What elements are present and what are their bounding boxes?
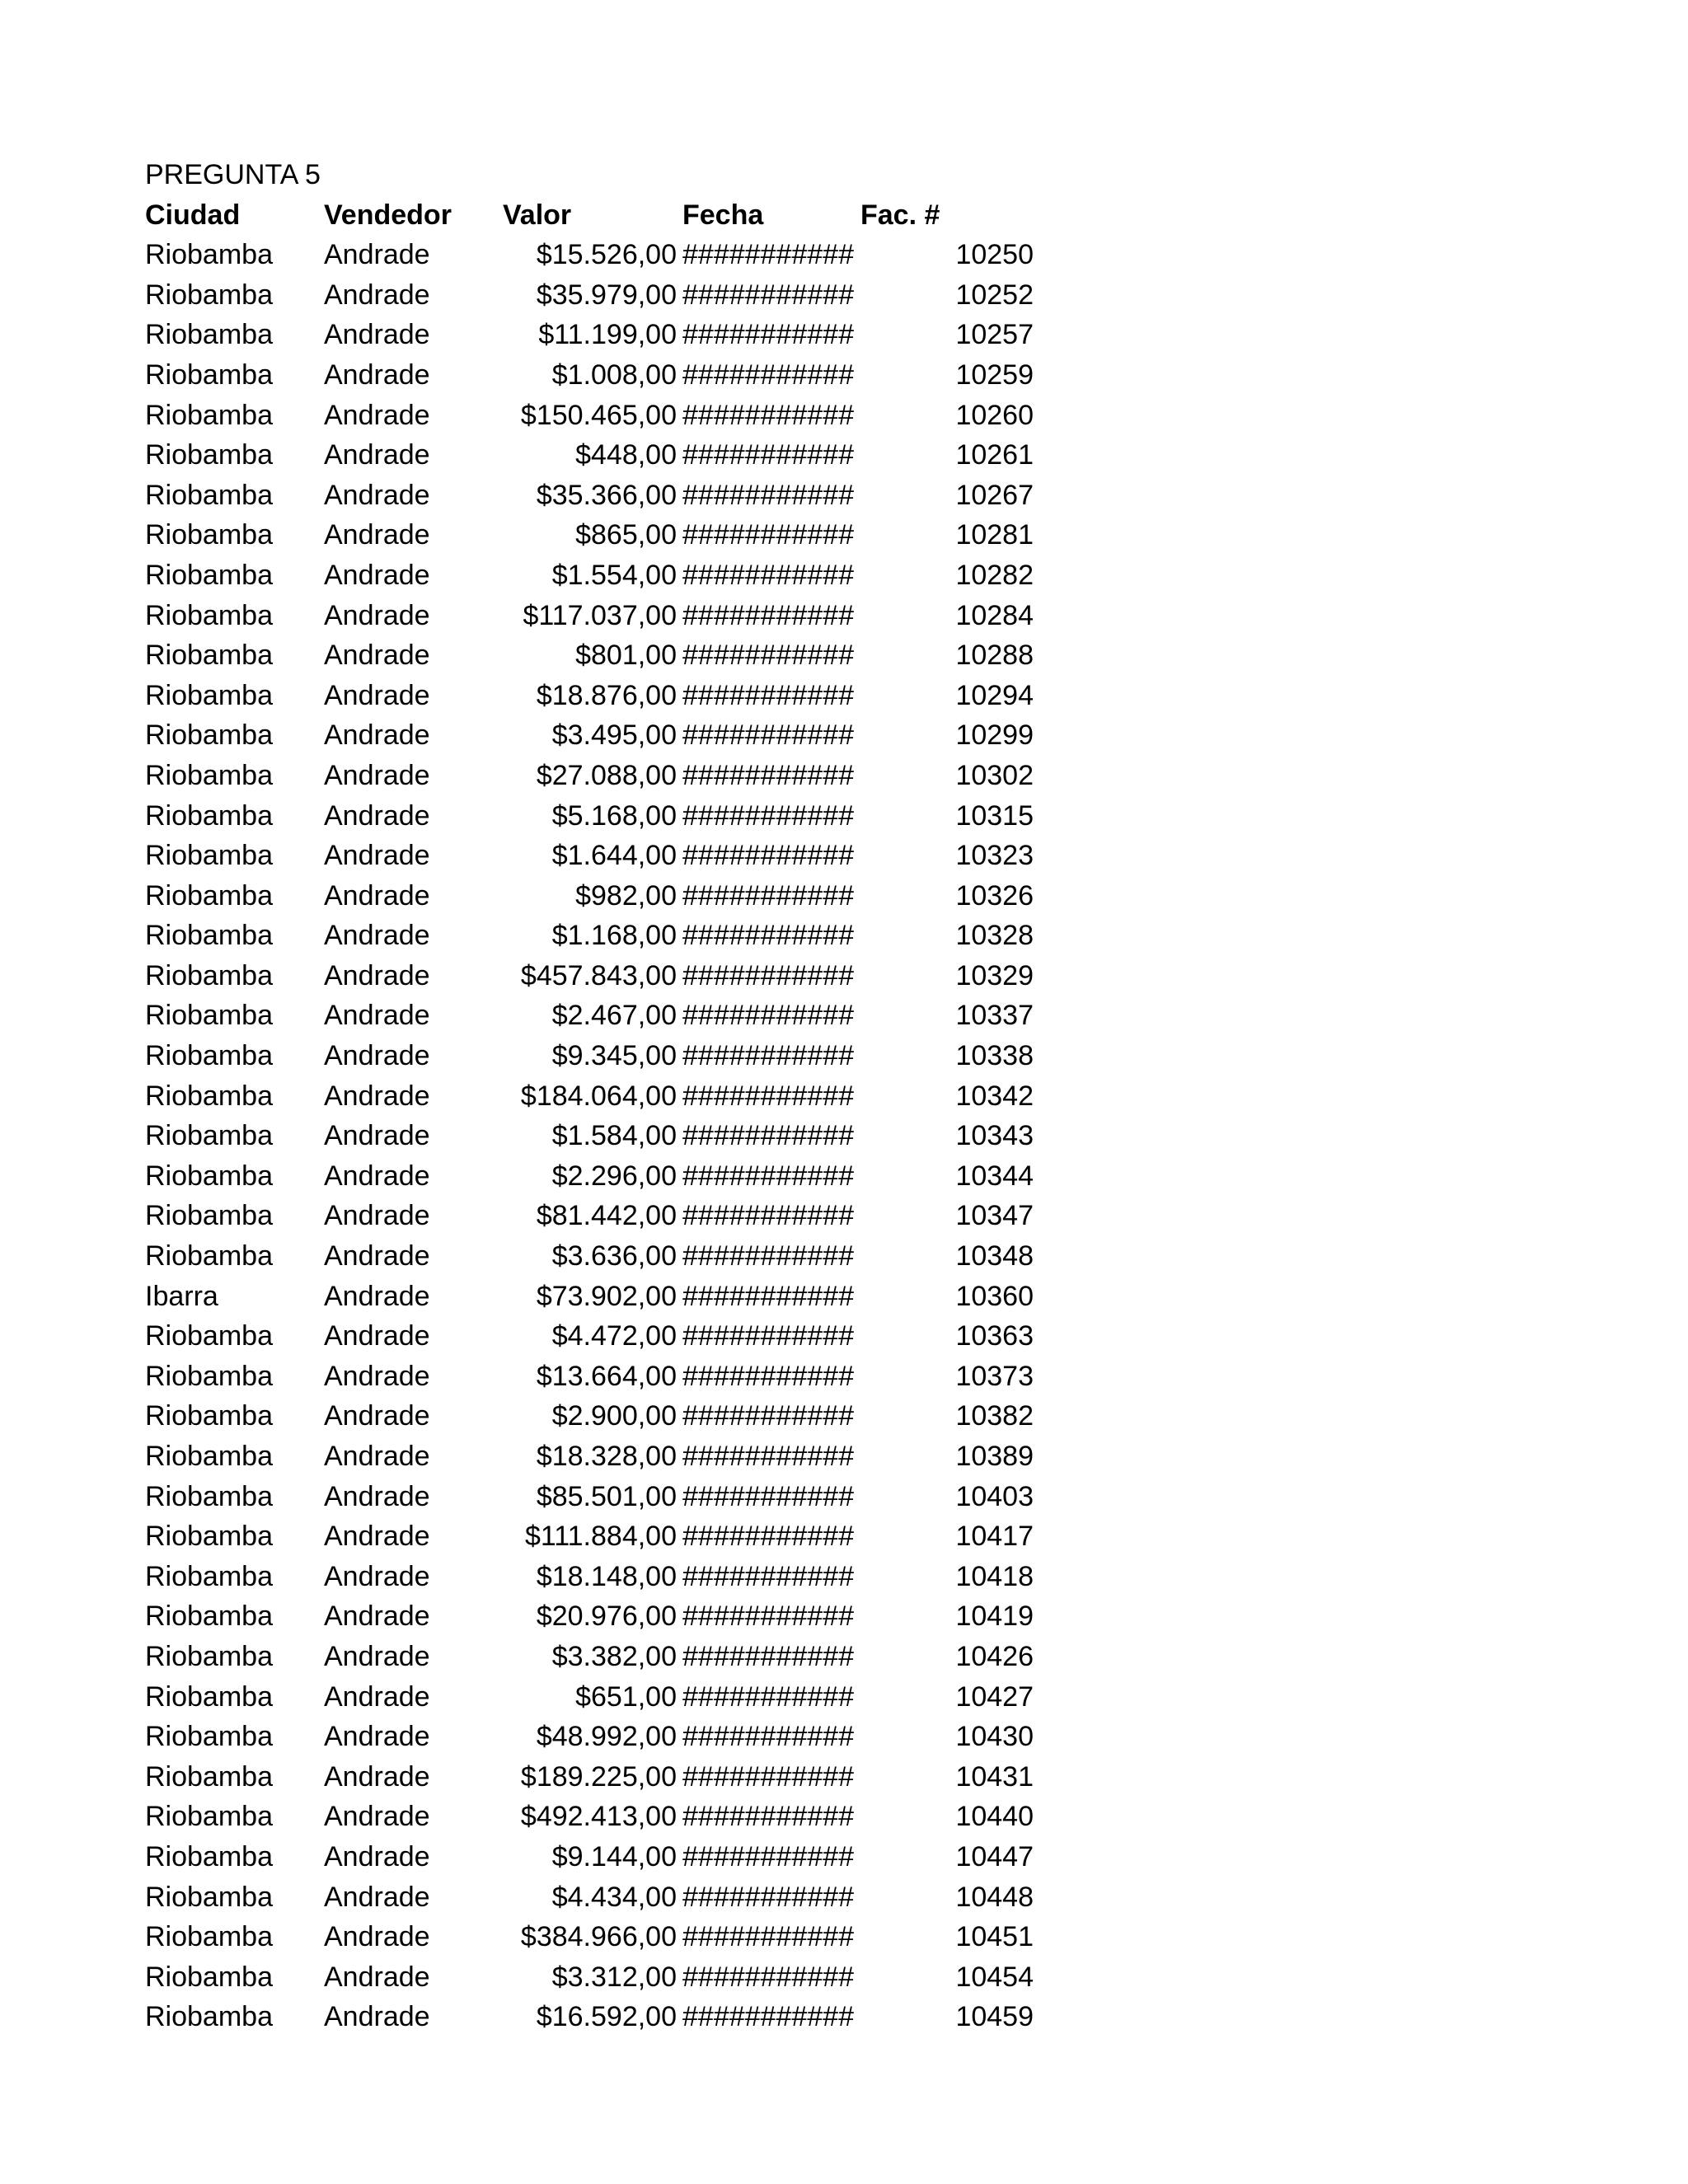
table-row [145, 1917, 1052, 1957]
cell-ciudad: Riobamba [145, 1480, 273, 1512]
cell-fecha: ########### [682, 1921, 855, 1953]
cell-fac: 10418 [955, 1560, 1034, 1592]
spreadsheet-page [145, 155, 1052, 2037]
cell-valor: $111.884,00 [524, 1521, 677, 1553]
cell-ciudad: Riobamba [145, 719, 273, 752]
cell-valor: $1.168,00 [551, 920, 677, 952]
cell-vendedor: Andrade [324, 1480, 430, 1512]
cell-valor: $801,00 [575, 640, 677, 672]
cell-valor: $651,00 [575, 1680, 677, 1713]
title-row [145, 155, 1052, 195]
cell-ciudad: Riobamba [145, 799, 273, 832]
cell-valor: $85.501,00 [536, 1480, 677, 1512]
cell-valor: $2.900,00 [551, 1400, 677, 1432]
cell-ciudad: Riobamba [145, 1881, 273, 1913]
cell-valor: $27.088,00 [536, 759, 677, 791]
cell-vendedor: Andrade [324, 959, 430, 991]
cell-fac: 10459 [955, 2001, 1034, 2033]
table-row [145, 1036, 1052, 1076]
cell-ciudad: Riobamba [145, 279, 273, 311]
cell-fac: 10451 [955, 1921, 1034, 1953]
cell-fecha: ########### [682, 1640, 855, 1672]
table-row [145, 876, 1052, 916]
cell-valor: $448,00 [575, 439, 677, 471]
cell-fac: 10382 [955, 1400, 1034, 1432]
cell-fac: 10329 [955, 959, 1034, 991]
header-fac: Fac. # [860, 199, 940, 231]
cell-fecha: ########### [682, 239, 855, 271]
cell-vendedor: Andrade [324, 1400, 430, 1432]
cell-ciudad: Riobamba [145, 399, 273, 431]
cell-ciudad: Riobamba [145, 759, 273, 791]
table-row [145, 956, 1052, 996]
cell-fecha: ########### [682, 279, 855, 311]
cell-ciudad: Riobamba [145, 1400, 273, 1432]
cell-fecha: ########### [682, 1120, 855, 1152]
cell-vendedor: Andrade [324, 1040, 430, 1072]
cell-fac: 10328 [955, 920, 1034, 952]
cell-vendedor: Andrade [324, 1961, 430, 1993]
cell-ciudad: Riobamba [145, 439, 273, 471]
cell-ciudad: Riobamba [145, 920, 273, 952]
cell-ciudad: Riobamba [145, 1360, 273, 1392]
cell-valor: $9.345,00 [551, 1040, 677, 1072]
table-row [145, 836, 1052, 876]
table-row [145, 1076, 1052, 1117]
cell-fac: 10250 [955, 239, 1034, 271]
page-title: PREGUNTA 5 [145, 159, 321, 190]
cell-vendedor: Andrade [324, 479, 430, 511]
cell-ciudad: Riobamba [145, 959, 273, 991]
cell-fecha: ########### [682, 1160, 855, 1192]
cell-fecha: ########### [682, 1080, 855, 1112]
table-row [145, 235, 1052, 275]
cell-valor: $4.472,00 [551, 1320, 677, 1352]
cell-valor: $150.465,00 [520, 399, 677, 431]
table-row [145, 1677, 1052, 1718]
table-row [145, 1357, 1052, 1397]
cell-valor: $457.843,00 [520, 959, 677, 991]
cell-valor: $11.199,00 [538, 319, 677, 351]
cell-fac: 10284 [955, 599, 1034, 631]
cell-valor: $18.328,00 [536, 1441, 677, 1472]
cell-ciudad: Riobamba [145, 2001, 273, 2033]
cell-fecha: ########### [682, 1961, 855, 1993]
cell-valor: $3.495,00 [551, 719, 677, 752]
cell-fecha: ########### [682, 1400, 855, 1432]
cell-fac: 10282 [955, 559, 1034, 591]
table-row [145, 1436, 1052, 1477]
cell-fecha: ########### [682, 959, 855, 991]
cell-fac: 10448 [955, 1881, 1034, 1913]
cell-valor: $9.144,00 [551, 1840, 677, 1872]
cell-ciudad: Riobamba [145, 1801, 273, 1833]
cell-vendedor: Andrade [324, 679, 430, 711]
cell-vendedor: Andrade [324, 1280, 430, 1312]
cell-fecha: ########### [682, 719, 855, 752]
cell-valor: $81.442,00 [536, 1200, 677, 1232]
cell-fac: 10337 [955, 1000, 1034, 1032]
cell-vendedor: Andrade [324, 1160, 430, 1192]
cell-ciudad: Riobamba [145, 1640, 273, 1672]
cell-ciudad: Riobamba [145, 1200, 273, 1232]
cell-valor: $35.366,00 [536, 479, 677, 511]
cell-ciudad: Riobamba [145, 1000, 273, 1032]
table-row [145, 515, 1052, 555]
cell-vendedor: Andrade [324, 1360, 430, 1392]
cell-fac: 10260 [955, 399, 1034, 431]
cell-valor: $117.037,00 [523, 599, 677, 631]
cell-valor: $73.902,00 [536, 1280, 677, 1312]
cell-vendedor: Andrade [324, 559, 430, 591]
cell-ciudad: Riobamba [145, 479, 273, 511]
cell-valor: $184.064,00 [520, 1080, 677, 1112]
table-row [145, 1477, 1052, 1517]
table-row [145, 435, 1052, 476]
cell-ciudad: Riobamba [145, 1120, 273, 1152]
cell-fac: 10288 [955, 640, 1034, 672]
table-row [145, 555, 1052, 596]
cell-vendedor: Andrade [324, 1080, 430, 1112]
cell-fecha: ########### [682, 1320, 855, 1352]
cell-ciudad: Riobamba [145, 1840, 273, 1872]
cell-valor: $1.644,00 [551, 840, 677, 872]
table-row [145, 796, 1052, 837]
cell-fac: 10342 [955, 1080, 1034, 1112]
cell-valor: $3.382,00 [551, 1640, 677, 1672]
cell-ciudad: Riobamba [145, 1921, 273, 1953]
cell-fac: 10426 [955, 1640, 1034, 1672]
cell-fac: 10281 [955, 519, 1034, 551]
cell-ciudad: Riobamba [145, 1441, 273, 1472]
cell-valor: $15.526,00 [536, 239, 677, 271]
cell-vendedor: Andrade [324, 439, 430, 471]
table-row [145, 715, 1052, 756]
cell-valor: $20.976,00 [536, 1601, 677, 1633]
cell-vendedor: Andrade [324, 1521, 430, 1553]
cell-fac: 10252 [955, 279, 1034, 311]
cell-fac: 10440 [955, 1801, 1034, 1833]
cell-vendedor: Andrade [324, 799, 430, 832]
header-row [145, 195, 1052, 236]
cell-fac: 10267 [955, 479, 1034, 511]
table-row [145, 756, 1052, 796]
cell-ciudad: Riobamba [145, 1240, 273, 1272]
cell-valor: $13.664,00 [536, 1360, 677, 1392]
cell-ciudad: Riobamba [145, 1521, 273, 1553]
cell-ciudad: Riobamba [145, 1601, 273, 1633]
cell-fecha: ########### [682, 439, 855, 471]
table-row [145, 996, 1052, 1036]
table-row [145, 396, 1052, 436]
cell-fecha: ########### [682, 1040, 855, 1072]
cell-fac: 10302 [955, 759, 1034, 791]
cell-fac: 10294 [955, 679, 1034, 711]
cell-fac: 10431 [955, 1760, 1034, 1793]
cell-ciudad: Riobamba [145, 640, 273, 672]
table-row [145, 1877, 1052, 1918]
cell-ciudad: Riobamba [145, 599, 273, 631]
cell-vendedor: Andrade [324, 1840, 430, 1872]
cell-ciudad: Riobamba [145, 1160, 273, 1192]
cell-ciudad: Riobamba [145, 879, 273, 912]
cell-valor: $865,00 [575, 519, 677, 551]
table-row [145, 1837, 1052, 1877]
cell-valor: $384.966,00 [520, 1921, 677, 1953]
cell-ciudad: Riobamba [145, 1961, 273, 1993]
table-row [145, 275, 1052, 316]
cell-ciudad: Riobamba [145, 1760, 273, 1793]
table-row [145, 1396, 1052, 1436]
cell-vendedor: Andrade [324, 279, 430, 311]
cell-fecha: ########### [682, 1480, 855, 1512]
cell-fecha: ########### [682, 1560, 855, 1592]
cell-vendedor: Andrade [324, 519, 430, 551]
cell-ciudad: Riobamba [145, 1040, 273, 1072]
table-row [145, 1797, 1052, 1837]
header-fecha: Fecha [682, 199, 764, 231]
cell-ciudad: Riobamba [145, 679, 273, 711]
table-body [145, 235, 1052, 2037]
cell-fac: 10430 [955, 1721, 1034, 1753]
cell-fac: 10447 [955, 1840, 1034, 1872]
cell-fecha: ########### [682, 559, 855, 591]
cell-valor: $5.168,00 [551, 799, 677, 832]
cell-fecha: ########### [682, 1721, 855, 1753]
cell-fecha: ########### [682, 319, 855, 351]
cell-vendedor: Andrade [324, 359, 430, 391]
cell-valor: $1.584,00 [551, 1120, 677, 1152]
cell-fecha: ########### [682, 920, 855, 952]
table-row [145, 596, 1052, 636]
table-row [145, 1717, 1052, 1757]
cell-fecha: ########### [682, 1881, 855, 1913]
cell-vendedor: Andrade [324, 1601, 430, 1633]
table-row [145, 1596, 1052, 1637]
table-row [145, 635, 1052, 676]
cell-fecha: ########### [682, 840, 855, 872]
cell-vendedor: Andrade [324, 1441, 430, 1472]
cell-fac: 10389 [955, 1441, 1034, 1472]
cell-ciudad: Riobamba [145, 239, 273, 271]
cell-ciudad: Riobamba [145, 1721, 273, 1753]
table-row [145, 1757, 1052, 1797]
cell-vendedor: Andrade [324, 719, 430, 752]
table-row [145, 1516, 1052, 1557]
cell-valor: $189.225,00 [520, 1760, 677, 1793]
cell-fac: 10427 [955, 1680, 1034, 1713]
cell-fecha: ########### [682, 1200, 855, 1232]
cell-valor: $35.979,00 [536, 279, 677, 311]
cell-vendedor: Andrade [324, 1560, 430, 1592]
cell-valor: $982,00 [575, 879, 677, 912]
cell-fac: 10417 [955, 1521, 1034, 1553]
table-row [145, 1637, 1052, 1677]
cell-fecha: ########### [682, 1441, 855, 1472]
table-row [145, 1557, 1052, 1597]
cell-vendedor: Andrade [324, 920, 430, 952]
cell-ciudad: Riobamba [145, 559, 273, 591]
cell-valor: $2.296,00 [551, 1160, 677, 1192]
cell-fac: 10338 [955, 1040, 1034, 1072]
cell-ciudad: Riobamba [145, 1560, 273, 1592]
cell-fecha: ########### [682, 759, 855, 791]
cell-fac: 10347 [955, 1200, 1034, 1232]
cell-fac: 10363 [955, 1320, 1034, 1352]
cell-valor: $18.148,00 [536, 1560, 677, 1592]
cell-fecha: ########### [682, 1240, 855, 1272]
cell-fecha: ########### [682, 2001, 855, 2033]
cell-fecha: ########### [682, 1521, 855, 1553]
cell-fac: 10261 [955, 439, 1034, 471]
cell-valor: $1.008,00 [551, 359, 677, 391]
table-row [145, 1957, 1052, 1998]
table-row [145, 355, 1052, 396]
cell-ciudad: Riobamba [145, 1320, 273, 1352]
cell-vendedor: Andrade [324, 2001, 430, 2033]
cell-fecha: ########### [682, 640, 855, 672]
cell-vendedor: Andrade [324, 759, 430, 791]
header-vendedor: Vendedor [324, 199, 452, 231]
cell-valor: $48.992,00 [536, 1721, 677, 1753]
header-ciudad: Ciudad [145, 199, 241, 231]
cell-fecha: ########### [682, 799, 855, 832]
cell-ciudad: Riobamba [145, 1080, 273, 1112]
cell-valor: $4.434,00 [551, 1881, 677, 1913]
cell-ciudad: Riobamba [145, 840, 273, 872]
cell-valor: $2.467,00 [551, 1000, 677, 1032]
cell-fecha: ########### [682, 1801, 855, 1833]
cell-ciudad: Riobamba [145, 319, 273, 351]
cell-vendedor: Andrade [324, 239, 430, 271]
cell-vendedor: Andrade [324, 1921, 430, 1953]
cell-fac: 10373 [955, 1360, 1034, 1392]
cell-fecha: ########### [682, 879, 855, 912]
cell-vendedor: Andrade [324, 879, 430, 912]
table-row [145, 916, 1052, 956]
cell-ciudad: Ibarra [145, 1280, 218, 1312]
cell-vendedor: Andrade [324, 1760, 430, 1793]
cell-fac: 10326 [955, 879, 1034, 912]
cell-vendedor: Andrade [324, 1801, 430, 1833]
cell-valor: $1.554,00 [551, 559, 677, 591]
cell-valor: $16.592,00 [536, 2001, 677, 2033]
cell-fecha: ########### [682, 519, 855, 551]
cell-vendedor: Andrade [324, 1240, 430, 1272]
cell-vendedor: Andrade [324, 1320, 430, 1352]
table-row [145, 1196, 1052, 1236]
cell-valor: $18.876,00 [536, 679, 677, 711]
cell-vendedor: Andrade [324, 1640, 430, 1672]
cell-vendedor: Andrade [324, 1200, 430, 1232]
cell-fecha: ########### [682, 1680, 855, 1713]
cell-fac: 10299 [955, 719, 1034, 752]
cell-fac: 10259 [955, 359, 1034, 391]
table-row [145, 676, 1052, 716]
cell-ciudad: Riobamba [145, 519, 273, 551]
cell-fecha: ########### [682, 1000, 855, 1032]
cell-vendedor: Andrade [324, 1680, 430, 1713]
cell-fac: 10343 [955, 1120, 1034, 1152]
header-valor: Valor [503, 199, 572, 231]
cell-fac: 10323 [955, 840, 1034, 872]
cell-vendedor: Andrade [324, 1120, 430, 1152]
cell-fecha: ########### [682, 1840, 855, 1872]
cell-vendedor: Andrade [324, 599, 430, 631]
cell-fecha: ########### [682, 479, 855, 511]
cell-fac: 10315 [955, 799, 1034, 832]
cell-fac: 10348 [955, 1240, 1034, 1272]
cell-fecha: ########### [682, 679, 855, 711]
cell-fac: 10419 [955, 1601, 1034, 1633]
cell-vendedor: Andrade [324, 319, 430, 351]
table-row [145, 1156, 1052, 1197]
table-row [145, 1277, 1052, 1317]
cell-fac: 10257 [955, 319, 1034, 351]
cell-ciudad: Riobamba [145, 1680, 273, 1713]
cell-vendedor: Andrade [324, 840, 430, 872]
cell-valor: $3.636,00 [551, 1240, 677, 1272]
table-row [145, 1116, 1052, 1156]
cell-fac: 10360 [955, 1280, 1034, 1312]
table-row [145, 1316, 1052, 1357]
cell-fecha: ########### [682, 1601, 855, 1633]
cell-valor: $492.413,00 [520, 1801, 677, 1833]
cell-valor: $3.312,00 [551, 1961, 677, 1993]
cell-ciudad: Riobamba [145, 359, 273, 391]
cell-fecha: ########### [682, 359, 855, 391]
cell-vendedor: Andrade [324, 1000, 430, 1032]
cell-fecha: ########### [682, 599, 855, 631]
table-row [145, 476, 1052, 516]
cell-fecha: ########### [682, 1760, 855, 1793]
cell-vendedor: Andrade [324, 640, 430, 672]
cell-vendedor: Andrade [324, 1721, 430, 1753]
cell-fecha: ########### [682, 1360, 855, 1392]
cell-fac: 10454 [955, 1961, 1034, 1993]
cell-fac: 10403 [955, 1480, 1034, 1512]
table-row [145, 1997, 1052, 2037]
table-row [145, 315, 1052, 355]
cell-fecha: ########### [682, 399, 855, 431]
cell-vendedor: Andrade [324, 399, 430, 431]
cell-vendedor: Andrade [324, 1881, 430, 1913]
cell-fac: 10344 [955, 1160, 1034, 1192]
cell-fecha: ########### [682, 1280, 855, 1312]
table-row [145, 1236, 1052, 1277]
